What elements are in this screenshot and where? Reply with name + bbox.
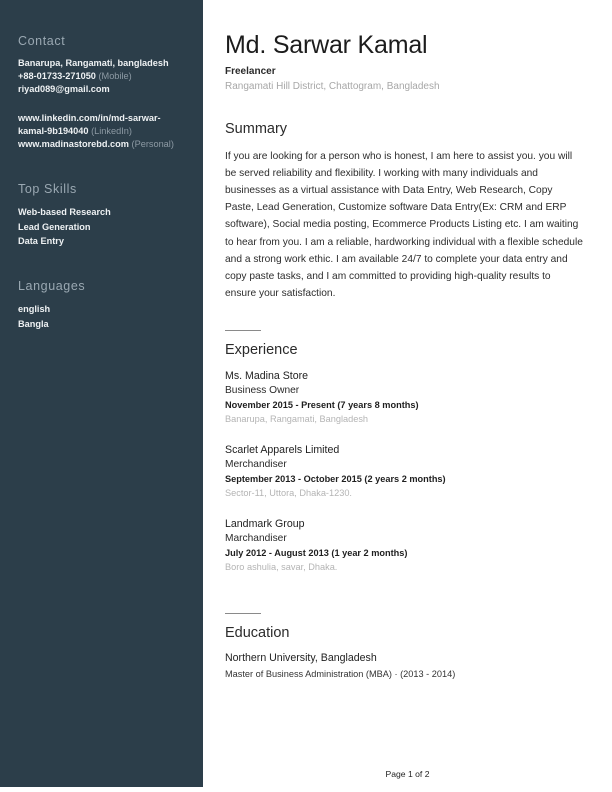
experience-entry [225, 369, 584, 426]
education-section [225, 613, 584, 681]
experience-organization: Scarlet Apparels Limited [225, 443, 340, 456]
contact-linkedin[interactable]: www.linkedin.com/in/md-sarwar-kamal-9b194040 [18, 112, 161, 136]
contact-heading: Contact [18, 34, 66, 48]
education-entry [225, 651, 584, 681]
experience-entry [225, 443, 584, 500]
location: Rangamati Hill District, Chattogram, Bangladesh [225, 81, 440, 93]
contact-spacer [18, 97, 185, 112]
top-skills-section [18, 182, 185, 248]
summary-section [225, 121, 584, 302]
contact-linkedin-line [18, 112, 185, 138]
section-divider [225, 613, 261, 614]
experience-dates: July 2012 - August 2013 (1 year 2 months) [225, 547, 408, 558]
languages-heading: Languages [18, 279, 86, 294]
main-spacer-2 [225, 302, 584, 330]
contact-website-line [18, 138, 185, 151]
skill-item: Web-based Research [18, 207, 111, 218]
skill-item: Lead Generation [18, 221, 91, 232]
language-item: Bangla [18, 318, 49, 329]
experience-role: Merchandiser [225, 458, 287, 470]
skill-item: Data Entry [18, 236, 64, 247]
main-spacer-3 [225, 591, 584, 613]
education-school: Northern University, Bangladesh [225, 652, 377, 665]
experience-dates: September 2013 - October 2015 (2 years 2 months) [225, 473, 446, 484]
page-footer: Page 1 of 2 [385, 769, 430, 779]
experience-heading: Experience [225, 342, 298, 359]
contact-email[interactable]: riyad089@gmail.com [18, 84, 110, 95]
experience-role: Business Owner [225, 384, 300, 396]
experience-organization: Landmark Group [225, 517, 305, 530]
sidebar-spacer-1 [18, 162, 185, 182]
contact-linkedin-tag: (LinkedIn) [91, 125, 132, 136]
contact-website[interactable]: www.madinastorebd.com [18, 139, 129, 150]
language-item: english [18, 304, 51, 315]
experience-organization: Ms. Madina Store [225, 369, 309, 382]
top-skills-heading: Top Skills [18, 182, 77, 197]
contact-phone-line [18, 70, 185, 83]
contact-address: Banarupa, Rangamati, bangladesh [18, 58, 169, 68]
experience-place: Banarupa, Rangamati, Bangladesh [225, 413, 369, 424]
page-title: Md. Sarwar Kamal [225, 31, 428, 59]
experience-entry [225, 517, 584, 574]
education-degree: Master of Business Administration (MBA) · (2013 - 2014) [225, 669, 456, 680]
main-content [203, 0, 612, 792]
experience-place: Sector-11, Uttora, Dhaka-1230. [225, 487, 352, 498]
job-title: Freelancer [225, 66, 276, 78]
experience-place: Boro ashulia, savar, Dhaka. [225, 561, 338, 572]
summary-heading: Summary [225, 121, 288, 138]
experience-section [225, 330, 584, 573]
languages-section [18, 279, 185, 331]
sidebar-spacer-2 [18, 259, 185, 279]
contact-section [18, 34, 185, 151]
experience-dates: November 2015 - Present (7 years 8 months) [225, 399, 419, 410]
contact-website-tag: (Personal) [131, 139, 174, 150]
main-spacer-1 [225, 93, 584, 121]
sidebar [0, 0, 203, 787]
summary-text: If you are looking for a person who is honest, I am here to assist you. you will be served reliability and flexibility. I working with many individuals and businesses as a virtual assistance with Data Entry, Web Research, Copy Paste, Lead Generation, Customize software Data Entry(Ex: CRM and ERP software), Social media posting, Ecommerce Products Listing etc. I am waiting to hear from you. I am a reliable, hardworking individual with a flexible schedule and a strong work ethic. I am available 24/7 to complete your data entry and copy paste tasks, and I am committed to providing high-quality results to ensure your satisfaction. [225, 150, 583, 300]
section-divider [225, 330, 261, 331]
education-heading: Education [225, 624, 290, 641]
contact-phone: +88-01733-271050 [18, 71, 96, 82]
experience-role: Marchandiser [225, 532, 287, 544]
contact-phone-tag: (Mobile) [98, 71, 132, 82]
